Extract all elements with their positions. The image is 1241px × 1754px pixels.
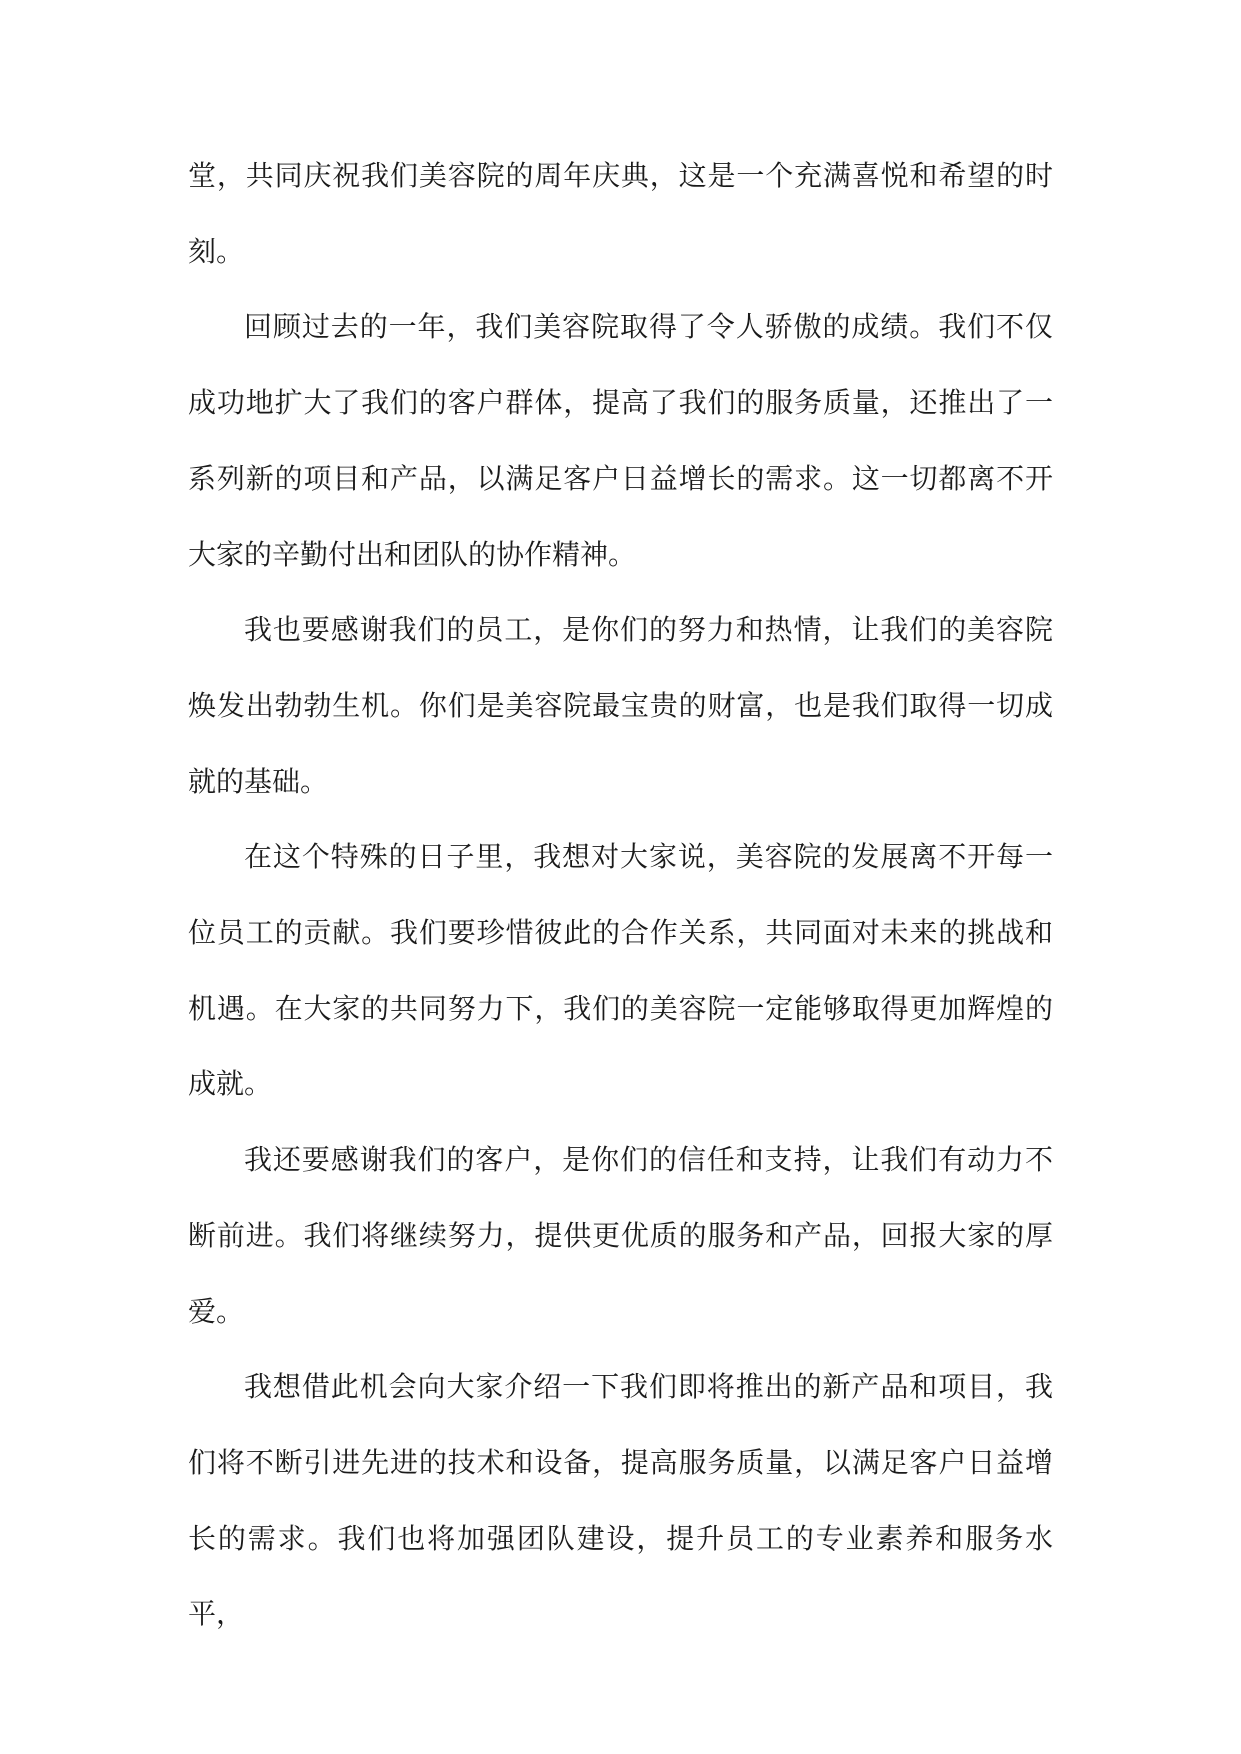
paragraph-4: 在这个特殊的日子里，我想对大家说，美容院的发展离不开每一位员工的贡献。我们要珍惜彼此的合作关系，共同面对未来的挑战和机遇。在大家的共同努力下，我们的美容院一定能够取得更加辉煌的成就。 (188, 840, 1053, 1101)
paragraph-5: 我还要感谢我们的客户，是你们的信任和支持，让我们有动力不断前进。我们将继续努力，提供更优质的服务和产品，回报大家的厚爱。 (188, 1143, 1053, 1328)
paragraph-6: 我想借此机会向大家介绍一下我们即将推出的新产品和项目，我们将不断引进先进的技术和设备，提高服务质量，以满足客户日益增长的需求。我们也将加强团队建设，提升员工的专业素养和服务水平， (188, 1370, 1053, 1631)
document-body (188, 138, 1053, 1652)
paragraph-3: 我也要感谢我们的员工，是你们的努力和热情，让我们的美容院焕发出勃勃生机。你们是美容院最宝贵的财富，也是我们取得一切成就的基础。 (188, 613, 1053, 798)
paragraph-1: 堂，共同庆祝我们美容院的周年庆典，这是一个充满喜悦和希望的时刻。 (188, 159, 1053, 268)
paragraph-2: 回顾过去的一年，我们美容院取得了令人骄傲的成绩。我们不仅成功地扩大了我们的客户群体，提高了我们的服务质量，还推出了一系列新的项目和产品，以满足客户日益增长的需求。这一切都离不开大家的辛勤付出和团队的协作精神。 (188, 310, 1053, 571)
